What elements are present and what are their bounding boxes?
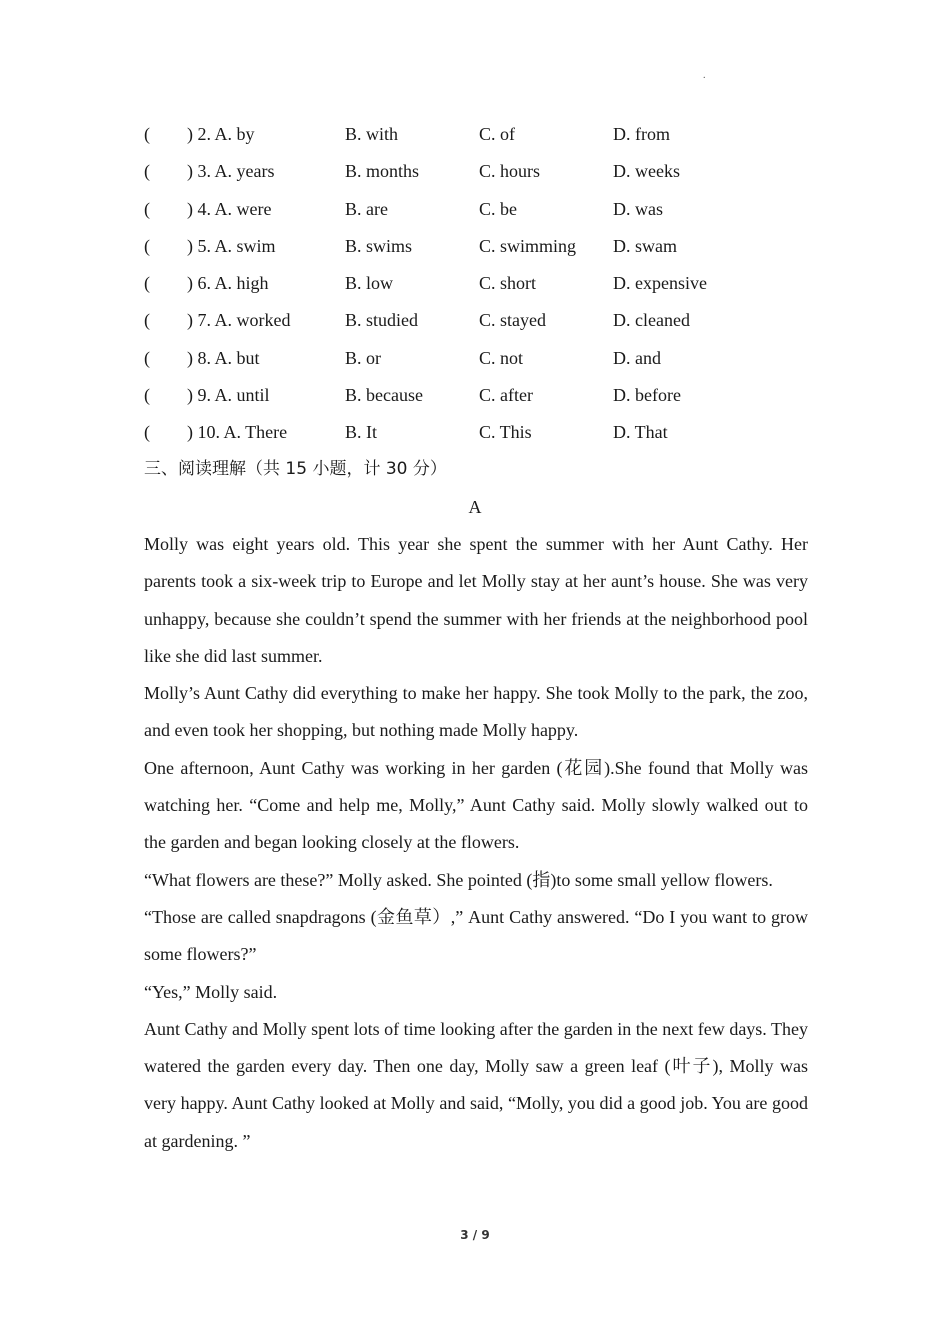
option-row-4 bbox=[144, 191, 824, 228]
option-a: ) 10. A. There bbox=[187, 422, 288, 443]
option-a: ) 7. A. worked bbox=[187, 310, 291, 331]
multiple-choice-options bbox=[144, 116, 824, 452]
option-c: C. stayed bbox=[479, 310, 546, 331]
option-d: D. expensive bbox=[613, 273, 707, 294]
option-d: D. cleaned bbox=[613, 310, 690, 331]
passage-paragraph: Molly’s Aunt Cathy did everything to make her happy. She took Molly to the park, the zoo, and even took her shopping, but nothing made Molly happy. bbox=[144, 683, 808, 741]
page-number: 3 / 9 bbox=[460, 1228, 490, 1242]
option-b: B. swims bbox=[345, 235, 413, 256]
option-b: B. are bbox=[345, 198, 388, 219]
option-d: D. swam bbox=[613, 235, 677, 256]
option-b: B. months bbox=[345, 161, 420, 182]
passage-paragraph: “What flowers are these?” Molly asked. She pointed (指)to some small yellow flowers. bbox=[144, 869, 773, 890]
option-d: D. That bbox=[613, 422, 668, 443]
option-b: B. studied bbox=[345, 310, 419, 331]
option-row-10 bbox=[144, 414, 824, 451]
answer-blank: ( bbox=[144, 422, 150, 443]
option-d: D. weeks bbox=[613, 161, 680, 182]
option-row-7 bbox=[144, 302, 824, 339]
option-c: C. hours bbox=[479, 161, 541, 182]
option-a: ) 2. A. by bbox=[187, 124, 255, 144]
option-c: C. of bbox=[479, 124, 515, 144]
option-b: B. low bbox=[345, 273, 394, 294]
option-d: D. was bbox=[613, 198, 663, 219]
option-c: C. not bbox=[479, 347, 524, 368]
answer-blank: ( bbox=[144, 235, 150, 256]
answer-blank: ( bbox=[144, 310, 150, 331]
option-c: C. short bbox=[479, 273, 537, 294]
option-b: B. because bbox=[345, 385, 423, 406]
answer-blank: ( bbox=[144, 124, 150, 144]
option-row-9 bbox=[144, 377, 824, 414]
option-row-8 bbox=[144, 340, 824, 377]
option-a: ) 9. A. until bbox=[187, 385, 270, 406]
option-a: ) 8. A. but bbox=[187, 347, 260, 368]
option-c: C. be bbox=[479, 198, 517, 219]
option-b: B. It bbox=[345, 422, 378, 443]
option-a: ) 4. A. were bbox=[187, 198, 272, 219]
option-b: B. or bbox=[345, 347, 381, 368]
option-c: C. after bbox=[479, 385, 533, 406]
passage-paragraph: Molly was eight years old. This year she spent the summer with her Aunt Cathy. Her parents took a six-week trip to Europe and let Molly stay at her aunt’s house. She was very unhappy, because she couldn’t spend the summer with her friends at the neighborhood pool like she did last summer. bbox=[144, 534, 808, 666]
option-c: C. swimming bbox=[479, 235, 577, 256]
option-a: ) 3. A. years bbox=[187, 161, 275, 182]
answer-blank: ( bbox=[144, 161, 150, 182]
option-row-6 bbox=[144, 265, 824, 302]
option-row-5 bbox=[144, 228, 824, 265]
passage-paragraph: “Yes,” Molly said. bbox=[144, 981, 278, 1002]
header-dot: . bbox=[703, 70, 706, 81]
answer-blank: ( bbox=[144, 198, 150, 219]
option-a: ) 6. A. high bbox=[187, 273, 269, 294]
option-row-2 bbox=[144, 116, 824, 153]
option-a: ) 5. A. swim bbox=[187, 235, 276, 256]
option-d: D. from bbox=[613, 124, 670, 144]
passage-paragraph: Aunt Cathy and Molly spent lots of time looking after the garden in the next few days. They watered the garden every day. Then one day, Molly saw a green leaf (叶子), Molly was very happy. Aunt Cathy looked at Molly and said, “Molly, you did a good job. You are good at gardening. ” bbox=[144, 1018, 808, 1151]
passage-paragraph: One afternoon, Aunt Cathy was working in her garden (花园).She found that Molly was watching her. “Come and help me, Molly,” Aunt Cathy said. Molly slowly walked out to the garden and began looking closely at the flowers. bbox=[144, 757, 808, 853]
answer-blank: ( bbox=[144, 273, 150, 294]
option-d: D. before bbox=[613, 385, 681, 406]
answer-blank: ( bbox=[144, 347, 150, 368]
passage-paragraph: “Those are called snapdragons (金鱼草）,” Aunt Cathy answered. “Do I you want to grow some flowers?” bbox=[144, 906, 808, 965]
reading-passage bbox=[144, 526, 808, 1160]
passage-label: A bbox=[468, 497, 482, 517]
answer-blank: ( bbox=[144, 385, 150, 406]
option-row-3 bbox=[144, 153, 824, 190]
section-title: 三、阅读理解（共 15 小题，计 30 分） bbox=[144, 459, 447, 479]
option-c: C. This bbox=[479, 422, 532, 443]
option-d: D. and bbox=[613, 347, 661, 368]
option-b: B. with bbox=[345, 124, 399, 144]
